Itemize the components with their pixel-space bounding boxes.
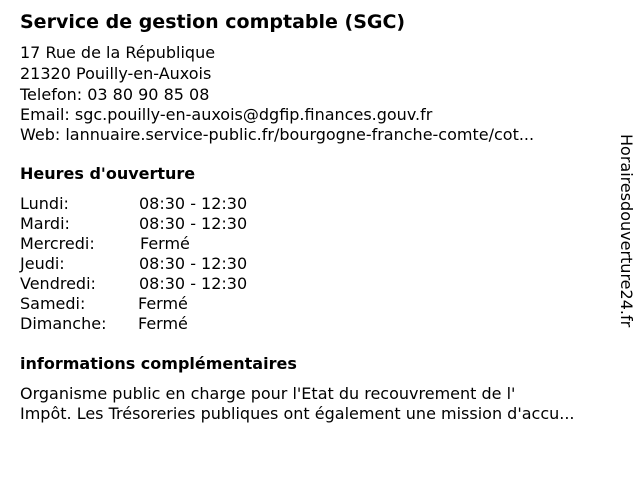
hours-day-label: Vendredi: bbox=[20, 274, 96, 293]
info-heading: informations complémentaires bbox=[20, 354, 297, 373]
hours-day-label: Lundi: bbox=[20, 194, 69, 213]
hours-time-value: 08:30 - 12:30 bbox=[139, 194, 248, 213]
web-line: Web: lannuaire.service-public.fr/bourgogne-franche-comte/cot... bbox=[20, 125, 535, 144]
info-text-line-1: Organisme public en charge pour l'Etat du recouvrement de l' bbox=[20, 384, 516, 403]
hours-day-label: Samedi: bbox=[20, 294, 86, 313]
address-city: 21320 Pouilly-en-Auxois bbox=[20, 64, 212, 83]
side-brand-watermark: Horairesdouverture24.fr bbox=[617, 134, 636, 328]
hours-heading: Heures d'ouverture bbox=[20, 164, 196, 183]
hours-day-label: Mardi: bbox=[20, 214, 70, 233]
hours-time-value: Fermé bbox=[140, 234, 190, 253]
hours-time-value: 08:30 - 12:30 bbox=[139, 254, 248, 273]
hours-day-label: Jeudi: bbox=[20, 254, 65, 273]
hours-time-value: 08:30 - 12:30 bbox=[139, 274, 248, 293]
email-line: Email: sgc.pouilly-en-auxois@dgfip.finances.gouv.fr bbox=[20, 105, 433, 124]
hours-time-value: Fermé bbox=[138, 314, 188, 333]
hours-time-value: Fermé bbox=[138, 294, 188, 313]
hours-day-label: Dimanche: bbox=[20, 314, 107, 333]
hours-day-label: Mercredi: bbox=[20, 234, 95, 253]
page-title: Service de gestion comptable (SGC) bbox=[20, 11, 406, 33]
phone-line: Telefon: 03 80 90 85 08 bbox=[20, 85, 210, 104]
info-text-line-2: Impôt. Les Trésoreries publiques ont également une mission d'accu... bbox=[20, 404, 575, 423]
address-street: 17 Rue de la République bbox=[20, 43, 216, 62]
hours-time-value: 08:30 - 12:30 bbox=[139, 214, 248, 233]
